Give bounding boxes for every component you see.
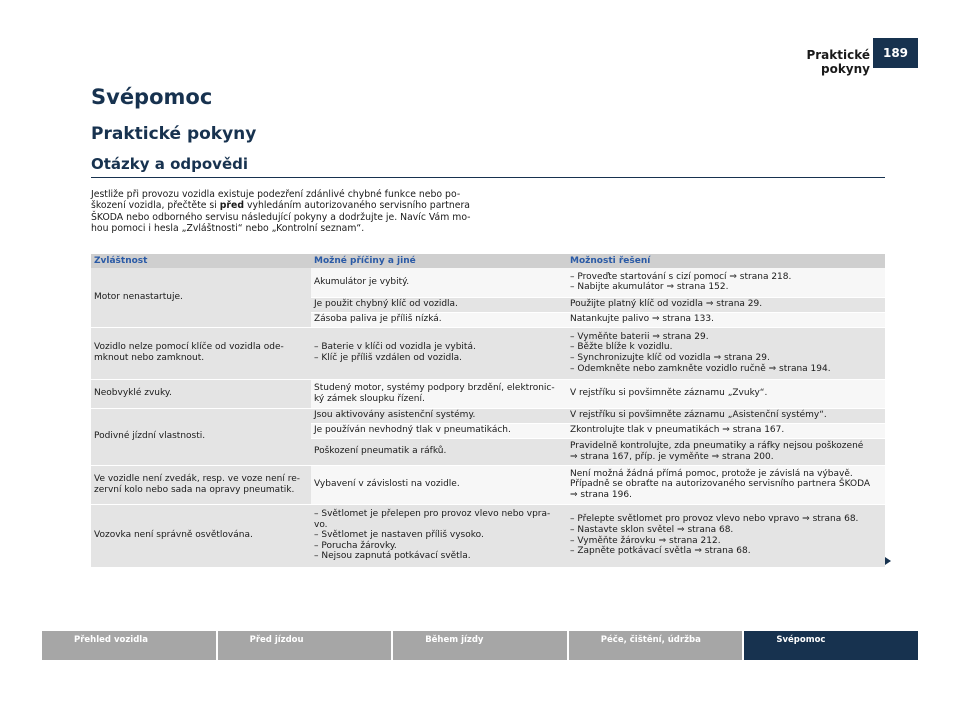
solution-line: Není možná žádná přímá pomoc, protože je závislá na výbavě.	[570, 468, 853, 479]
intro-line: Jestliže při provozu vozidla existuje podezření zdánlivé chybné funkce nebo po-	[91, 189, 461, 200]
footer-tab-vehicle-overview[interactable]: Přehled vozidla	[42, 631, 216, 660]
solution-cell	[567, 268, 885, 297]
solution-line: Případně se obraťte na autorizovaného servisního partnera ŠKODA	[570, 479, 871, 490]
continue-arrow-icon	[885, 557, 891, 565]
cause-line: – Světlomet je nastaven příliš vysoko.	[314, 530, 484, 541]
cause-line: – Porucha žárovky.	[314, 540, 397, 551]
intro-bold-word: před	[219, 200, 244, 212]
solution-line: – Nastavte sklon světel ⇒ strana 68.	[570, 524, 734, 535]
cause-line: Akumulátor je vybitý.	[314, 276, 410, 287]
column-header-cause: Možné příčiny a jiné	[311, 254, 567, 268]
solution-cell	[567, 465, 885, 504]
cause-line: Studený motor, systémy podpory brzdění, elektronic-	[314, 382, 555, 393]
cause-cell	[311, 327, 567, 379]
cause-line: – Světlomet je přelepen pro provoz vlevo nebo vpra-	[314, 509, 551, 520]
intro-text: vyhledáním autorizovaného servisního partnera	[243, 200, 470, 212]
footer-tab-care-cleaning-maintenance[interactable]: Péče, čištění, údržba	[569, 631, 743, 660]
solution-cell	[567, 408, 885, 423]
solution-cell	[567, 379, 885, 408]
solution-line: Pravidelně kontrolujte, zda pneumatiky a ráfky nejsou poškozené	[570, 440, 864, 451]
solution-line: – Běžte blíže k vozidlu.	[570, 342, 673, 353]
solution-line: Použijte platný klíč od vozidla ⇒ strana 29.	[570, 299, 763, 310]
solution-line: – Vyměňte žárovku ⇒ strana 212.	[570, 535, 721, 546]
cause-line: Poškození pneumatik a ráfků.	[314, 446, 447, 457]
cause-line: Je použit chybný klíč od vozidla.	[314, 299, 458, 310]
cause-line: vo.	[314, 519, 328, 530]
solution-line: Natankujte palivo ⇒ strana 133.	[570, 314, 714, 325]
cause-cell	[311, 268, 567, 297]
symptom-line: Ve vozidle není zvedák, resp. ve voze není re-	[94, 473, 301, 484]
chapter-title: Svépomoc	[91, 85, 213, 109]
running-header-title: Praktické pokyny	[806, 48, 870, 76]
intro-line	[91, 200, 491, 211]
solution-cell	[567, 327, 885, 379]
footer-tab-before-driving[interactable]: Před jízdou	[218, 631, 392, 660]
cause-line: Vybavení v závislosti na vozidle.	[314, 479, 460, 490]
solution-cell	[567, 423, 885, 438]
cause-cell	[311, 465, 567, 504]
table-row	[91, 408, 885, 423]
table-row	[91, 379, 885, 408]
solution-line: – Nabijte akumulátor ⇒ strana 152.	[570, 282, 729, 293]
solution-line: – Zapněte potkávací světla ⇒ strana 68.	[570, 546, 751, 557]
cause-cell	[311, 297, 567, 312]
heading-rule	[91, 177, 885, 178]
solution-line: – Vyměňte baterii ⇒ strana 29.	[570, 331, 709, 342]
cause-line: Je používán nevhodný tlak v pneumatikách.	[314, 425, 511, 436]
symptom-cell: Podivné jízdní vlastnosti.	[91, 408, 311, 465]
solution-cell	[567, 297, 885, 312]
cause-line: Zásoba paliva je příliš nízká.	[314, 314, 442, 325]
solution-line: ⇒ strana 167, příp. je vyměňte ⇒ strana 200.	[570, 451, 774, 462]
intro-line: ŠKODA nebo odborného servisu následující pokyny a dodržujte je. Navíc Vám mo-	[91, 211, 471, 223]
solution-line: V rejstříku si povšimněte záznamu „Asistenční systémy“.	[570, 410, 827, 421]
column-header-symptom: Zvláštnost	[91, 254, 311, 268]
column-header-solution: Možnosti řešení	[567, 254, 885, 268]
symptom-cell: Motor nenastartuje.	[91, 268, 311, 327]
faq-table	[91, 254, 885, 568]
intro-paragraph	[91, 189, 491, 234]
solution-cell	[567, 438, 885, 465]
footer-tab-self-help[interactable]: Svépomoc	[744, 631, 918, 660]
symptom-cell	[91, 465, 311, 504]
cause-line: – Baterie v klíči od vozidla je vybitá.	[314, 342, 476, 353]
page-number: 189	[873, 38, 918, 68]
section-title: Praktické pokyny	[91, 124, 257, 144]
intro-line: hou pomoci i hesla „Zvláštnosti“ nebo „Kontrolní seznam“.	[91, 222, 365, 234]
solution-line: V rejstříku si povšimněte záznamu „Zvuky“.	[570, 388, 768, 399]
cause-line: Jsou aktivovány asistenční systémy.	[314, 410, 476, 421]
symptom-line: mknout nebo zamknout.	[94, 353, 205, 363]
subsection-title: Otázky a odpovědi	[91, 155, 249, 173]
cause-cell	[311, 379, 567, 408]
solution-line: – Proveďte startování s cizí pomocí ⇒ strana 218.	[570, 271, 792, 282]
table-row	[91, 504, 885, 567]
footer-nav	[42, 631, 918, 660]
symptom-cell: Neobvyklé zvuky.	[91, 379, 311, 408]
solution-line: – Odemkněte nebo zamkněte vozidlo ručně ⇒ strana 194.	[570, 363, 831, 374]
table-row	[91, 465, 885, 504]
intro-text: škození vozidla, přečtěte si	[91, 200, 220, 212]
symptom-cell	[91, 327, 311, 379]
solution-cell	[567, 312, 885, 327]
table-header-row	[91, 254, 885, 268]
solution-line: – Přelepte světlomet pro provoz vlevo nebo vpravo ⇒ strana 68.	[570, 514, 859, 525]
cause-line: ký zámek sloupku řízení.	[314, 393, 425, 404]
symptom-cell: Vozovka není správně osvětlována.	[91, 504, 311, 567]
cause-cell	[311, 423, 567, 438]
footer-tab-while-driving[interactable]: Během jízdy	[393, 631, 567, 660]
table-row	[91, 268, 885, 297]
cause-line: – Nejsou zapnutá potkávací světla.	[314, 551, 471, 562]
cause-cell	[311, 408, 567, 423]
solution-line: – Synchronizujte klíč od vozidla ⇒ strana 29.	[570, 353, 770, 363]
table-row	[91, 327, 885, 379]
solution-line: Zkontrolujte tlak v pneumatikách ⇒ strana 167.	[570, 425, 785, 436]
solution-cell	[567, 504, 885, 567]
solution-line: ⇒ strana 196.	[570, 489, 632, 500]
cause-cell	[311, 312, 567, 327]
cause-cell	[311, 504, 567, 567]
cause-cell	[311, 438, 567, 465]
cause-line: – Klíč je příliš vzdálen od vozidla.	[314, 353, 463, 363]
symptom-line: zervní kolo nebo sada na opravy pneumatik.	[94, 484, 295, 495]
symptom-line: Vozidlo nelze pomocí klíče od vozidla ode-	[94, 342, 284, 353]
